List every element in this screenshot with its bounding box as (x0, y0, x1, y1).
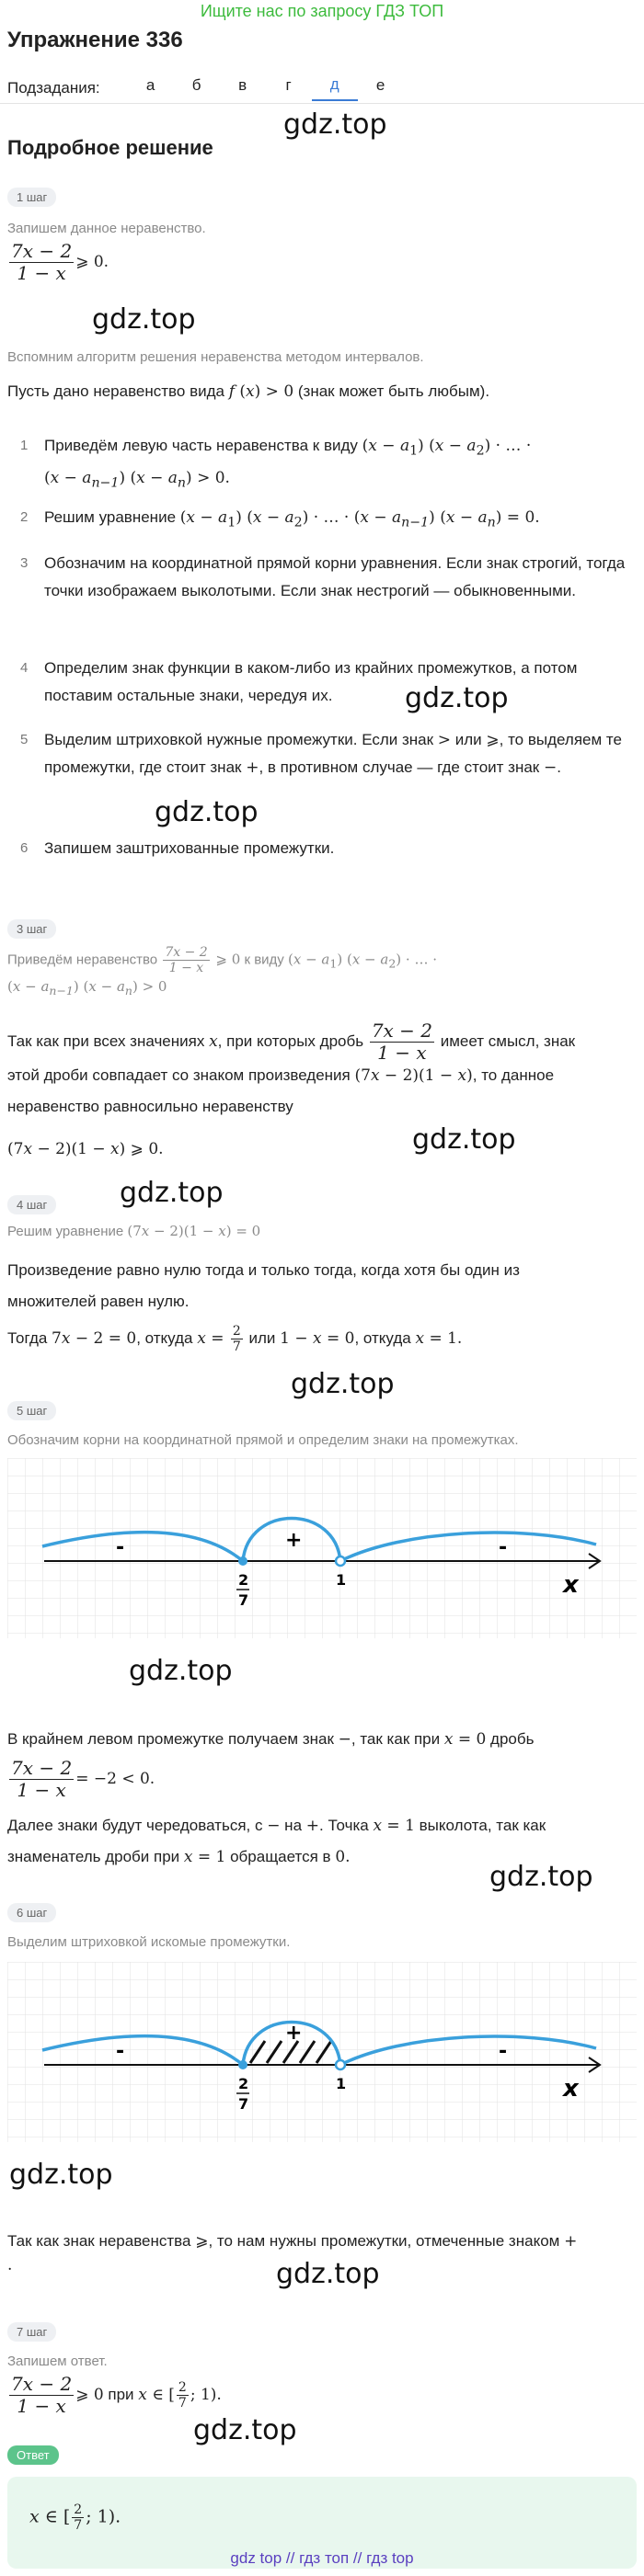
sign-plus-label: + (285, 2022, 303, 2045)
step-note: Вспомним алгоритм решения неравенства методом интервалов. (7, 349, 424, 365)
paragraph: Так как при всех значениях x, при которых дробь $\frac{7x - 2}{1 - x}$ имеет смысл, знак (7, 1020, 576, 1064)
list-item: 6 Запишем заштрихованные промежутки. (20, 839, 335, 857)
tab-a[interactable]: а (145, 76, 155, 94)
root-label-numerator: 2 (238, 2075, 249, 2092)
step-note: Выделим штриховкой искомые промежутки. (7, 1934, 291, 1950)
equivalent-inequality: (7x − 2)(1 − x) ⩾ 0. (7, 1140, 164, 1158)
watermark: gdz.top (412, 1123, 516, 1156)
subtasks-label: Подзадания: (7, 79, 100, 97)
paragraph: В крайнем левом промежутке получаем знак −, так как при x = 0 дробь (7, 1730, 535, 1749)
paragraph-period: . (7, 2256, 13, 2274)
sign-minus-label: - (499, 1536, 508, 1559)
step-badge: 7 шаг (7, 2322, 56, 2342)
watermark: gdz.top (489, 1861, 593, 1893)
page-title: Упражнение 336 (7, 28, 183, 52)
watermark: gdz.top (291, 1368, 395, 1400)
list-item: 1 Приведём левую часть неравенства к виду $(x - a_1)$ $(x - a_2)$ · … · $(x - a_{n-1})$ $(x - a_n) > 0$. (20, 437, 532, 491)
paragraph: Произведение равно нулю тогда и только тогда, когда хотя бы один из (7, 1261, 520, 1279)
list-item: 2 Решим уравнение $(x - a_1)$ $(x - a_2)$ · … · $(x - a_{n-1})$ $(x - a_n) = 0$. (20, 508, 540, 530)
root-point-filled (238, 2060, 247, 2069)
tab-b[interactable]: б (191, 76, 201, 94)
step-note: Запишем ответ. (7, 2354, 108, 2369)
formula-line: $\frac{7x - 2}{1 - x}$ = −2 < 0. (11, 1757, 155, 1801)
sign-chart-1 (7, 1458, 637, 1638)
paragraph: Так как знак неравенства ⩾, то нам нужны промежутки, отмеченные знаком + (7, 2232, 578, 2251)
footer-links[interactable]: gdz top // гдз топ // гдз top (230, 2549, 414, 2567)
watermark: gdz.top (283, 108, 387, 141)
step-badge: 3 шаг (7, 919, 56, 939)
root-point-open (336, 1556, 345, 1566)
axis-label: x (563, 1571, 579, 1599)
watermark: gdz.top (405, 682, 509, 714)
grid-background (7, 1458, 637, 1638)
sign-minus-label: - (499, 2040, 508, 2063)
list-item: 5 Выделим штриховкой нужные промежутки. Если знак > или ⩾, то выделяем те промежутки, где стоит знак +, в противном случае — где стоит знак −. (20, 731, 622, 777)
sign-minus-label: - (116, 1536, 125, 1559)
step-badge: 4 шаг (7, 1195, 56, 1214)
list-item: 4 Определим знак функции в каком-либо из крайних промежутков, а потом поставим остальные знаки, чередуя их. (20, 659, 578, 704)
given-inequality: $\frac{7x - 2}{1 - x}$ ⩾ 0. (11, 240, 109, 284)
watermark: gdz.top (155, 796, 259, 828)
watermark: gdz.top (9, 2159, 113, 2191)
step-note: Обозначим корни на координатной прямой и определим знаки на промежутках. (7, 1432, 519, 1448)
step-note: Запишем данное неравенство. (7, 221, 206, 236)
step-badge: 5 шаг (7, 1401, 56, 1420)
watermark: gdz.top (193, 2414, 297, 2446)
answer-value: x ∈ [ $\frac{2}{7}$ ; 1). (29, 2502, 121, 2534)
final-statement: $\frac{7x - 2}{1 - x}$ ⩾ 0 при x ∈ [ $\frac{2}{7}$ ; 1). (11, 2373, 222, 2417)
tab-e[interactable]: е (375, 76, 385, 94)
root-point-filled (238, 1556, 247, 1566)
sign-minus-label: - (116, 2040, 125, 2063)
root-label-denominator: 7 (238, 1591, 249, 1609)
watermark: gdz.top (120, 1177, 224, 1209)
paragraph: неравенство равносильно неравенству (7, 1098, 293, 1115)
tab-v[interactable]: в (238, 76, 247, 94)
watermark: gdz.top (129, 1655, 233, 1687)
axis-label: x (563, 2075, 579, 2103)
search-banner: Ищите нас по запросу ГДЗ ТОП (200, 2, 444, 20)
intro-text: Пусть дано неравенство вида f (x) > 0 (знак может быть любым). (7, 382, 490, 401)
watermark: gdz.top (276, 2258, 380, 2290)
paragraph: множителей равен нулю. (7, 1293, 190, 1310)
step-note: Решим уравнение (7x − 2)(1 − x) = 0 (7, 1223, 261, 1239)
root-label-numerator: 2 (238, 1571, 249, 1589)
root-point-open (336, 2060, 345, 2069)
tab-d[interactable]: д (312, 75, 358, 101)
paragraph: знаменатель дроби при x = 1 обращается в 0. (7, 1848, 351, 1866)
paragraph: этой дроби совпадает со знаком произведения (7x − 2)(1 − x), то данное (7, 1066, 555, 1085)
subtasks-nav (7, 75, 404, 101)
list-item: 3 Обозначим на координатной прямой корни уравнения. Если знак строгий, тогда точки изображаем выколотыми. Если знак нестрогий — обыкновенными. (20, 554, 626, 599)
answer-badge: Ответ (7, 2445, 59, 2465)
section-heading: Подробное решение (7, 136, 213, 159)
sign-plus-label: + (285, 1529, 303, 1552)
grid-background (7, 1962, 637, 2142)
root-label: 1 (336, 1571, 347, 1589)
roots-line: Тогда 7x − 2 = 0, откуда x = $\frac{2}{7}$ или 1 − x = 0, откуда x = 1. (7, 1324, 463, 1355)
step-badge: 6 шаг (7, 1903, 56, 1922)
root-label-denominator: 7 (238, 2095, 249, 2113)
root-label: 1 (336, 2075, 347, 2092)
watermark: gdz.top (92, 303, 196, 336)
paragraph: Далее знаки будут чередоваться, с − на +. Точка x = 1 выколота, так как (7, 1817, 546, 1835)
step-note: Приведём неравенство $\frac{7x - 2}{1 - x}$ ⩾ 0 к виду $(x - a_1)$ $(x - a_2)$ · … · $(x - a_{n-1})$ $(x - a_n) > 0$ (7, 945, 437, 998)
divider (0, 103, 644, 104)
tab-g[interactable]: г (285, 76, 292, 94)
step-badge: 1 шаг (7, 188, 56, 207)
sign-chart-2 (7, 1962, 637, 2142)
